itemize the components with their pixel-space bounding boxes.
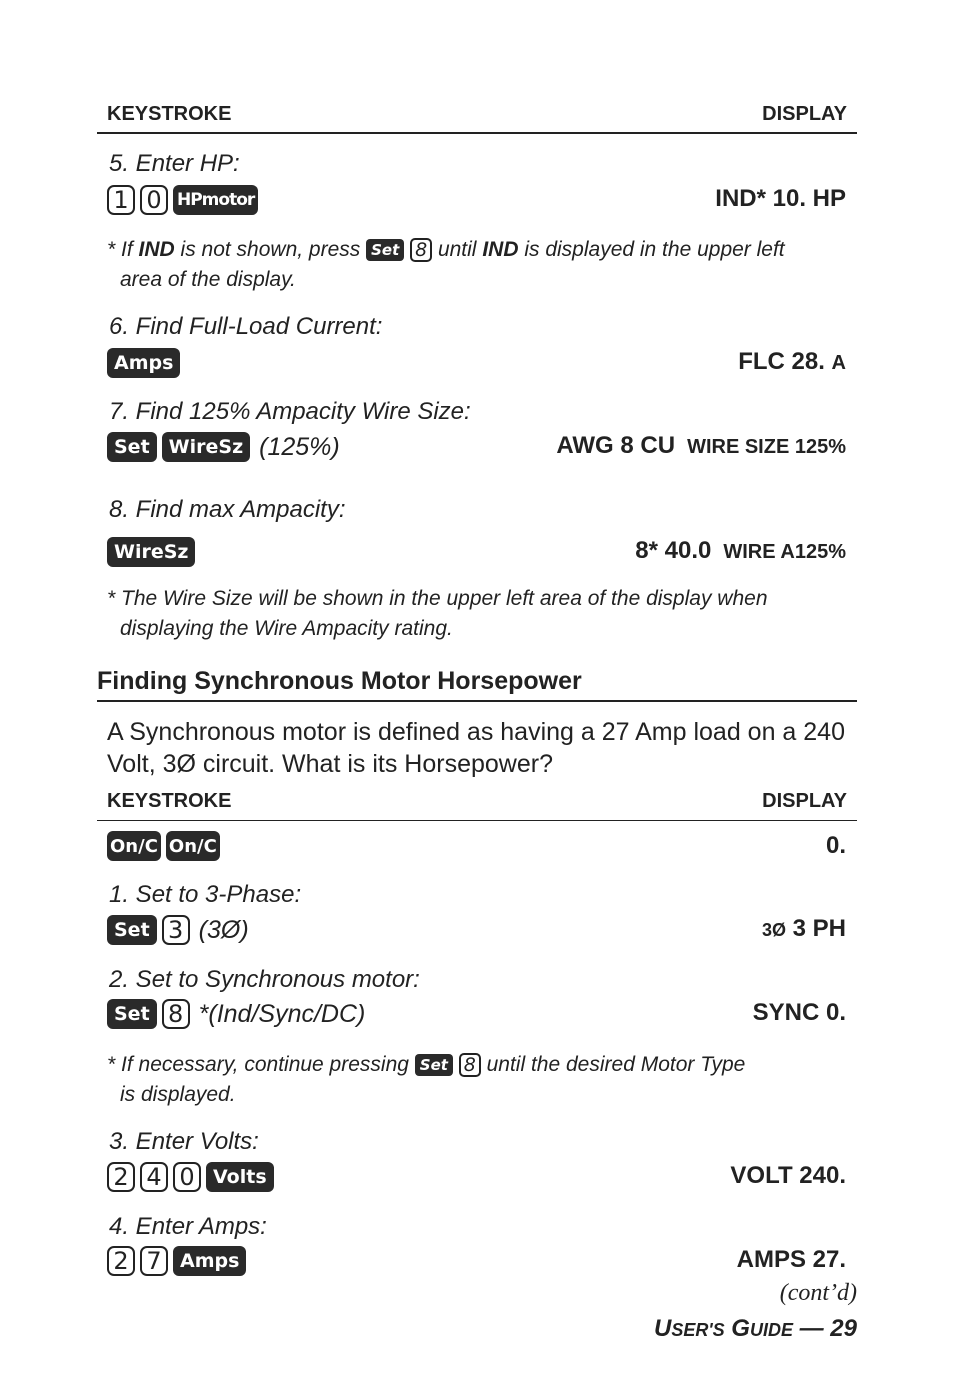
sync-step-2-display: SYNC 0. (752, 999, 846, 1026)
page-footer: USER'S GUIDE — 29 (653, 1315, 857, 1342)
header-rule-2 (97, 820, 857, 821)
display-heading: DISPLAY (762, 790, 847, 812)
key-8: 8 (410, 238, 432, 262)
key-set: Set (107, 432, 157, 462)
sync-step-3-display: VOLT 240. (730, 1162, 846, 1189)
keystroke-heading: KEYSTROKE (107, 790, 232, 812)
step-6-keys (107, 347, 180, 379)
key-3: 3 (162, 915, 190, 945)
step-8-display: 8* 40.0 WIRE A125% (635, 537, 846, 564)
key-1: 1 (107, 185, 135, 215)
note-ind: * If IND is not shown, press Set 8 until IND is displayed in the upper left area of the display. (107, 238, 785, 291)
step-5-display: IND* 10. HP (715, 185, 846, 212)
key-8: 8 (459, 1053, 481, 1077)
key-on-c: On/C (107, 831, 161, 861)
step-7-label: 7. Find 125% Ampacity Wire Size: (109, 398, 471, 425)
key-0: 0 (140, 185, 168, 215)
step-6-display: FLC 28. A (738, 348, 846, 375)
note-wire-size: * The Wire Size will be shown in the upper left area of the display when displaying the Wire Ampacity rating. (107, 587, 768, 640)
sync-step-1-display: 3Ø 3 PH (761, 915, 846, 942)
sync-step-3-label: 3. Enter Volts: (109, 1128, 259, 1155)
section-title: Finding Synchronous Motor Horsepower (97, 667, 582, 695)
sync-step-1-note: (3Ø) (198, 915, 249, 944)
header-rule (97, 132, 857, 134)
key-8: 8 (162, 999, 190, 1029)
step-8-label: 8. Find max Ampacity: (109, 496, 346, 523)
manual-page (97, 0, 857, 1382)
continued-label: (cont’d) (779, 1280, 857, 1306)
key-set: Set (107, 999, 157, 1029)
sync-step-3-keys (107, 1161, 274, 1193)
sync-step-2-label: 2. Set to Synchronous motor: (109, 966, 420, 993)
display-heading: DISPLAY (762, 103, 847, 125)
key-set: Set (366, 239, 404, 261)
key-wiresz: WireSz (107, 537, 195, 567)
sync-step-2-keys (107, 998, 365, 1030)
note-motor-type: * If necessary, continue pressing Set 8 until the desired Motor Type is displayed. (107, 1053, 746, 1106)
section-intro: A Synchronous motor is defined as having a 27 Amp load on a 240 Volt, 3Ø circuit. What is its Horsepower? (107, 718, 845, 778)
key-hpmotor: HPmotor (173, 185, 258, 215)
key-amps: Amps (107, 348, 180, 378)
sync-step-4-keys (107, 1245, 246, 1277)
sync-step-1-label: 1. Set to 3-Phase: (109, 881, 302, 908)
key-set: Set (415, 1054, 453, 1076)
key-7: 7 (140, 1246, 168, 1276)
sync-step-4-display: AMPS 27. (736, 1246, 846, 1273)
sync-step-4-label: 4. Enter Amps: (109, 1213, 267, 1240)
clear-keys (107, 830, 220, 862)
step-8-keys (107, 536, 195, 568)
section-rule (97, 700, 857, 702)
sync-step-1-keys (107, 914, 249, 946)
key-0: 0 (173, 1162, 201, 1192)
step-7-note: (125%) (259, 432, 340, 461)
sync-step-2-note: *(Ind/Sync/DC) (198, 999, 366, 1028)
step-5-label: 5. Enter HP: (109, 150, 240, 177)
key-set: Set (107, 915, 157, 945)
keystroke-heading: KEYSTROKE (107, 103, 232, 125)
step-6-label: 6. Find Full-Load Current: (109, 313, 383, 340)
step-7-display: AWG 8 CU WIRE SIZE 125% (556, 432, 846, 459)
key-2: 2 (107, 1246, 135, 1276)
key-on-c: On/C (166, 831, 220, 861)
step-7-keys (107, 431, 340, 463)
key-4: 4 (140, 1162, 168, 1192)
key-volts: Volts (206, 1162, 274, 1192)
clear-display: 0. (825, 832, 846, 859)
key-wiresz: WireSz (162, 432, 250, 462)
key-amps: Amps (173, 1246, 246, 1276)
step-5-keys (107, 184, 258, 216)
key-2: 2 (107, 1162, 135, 1192)
